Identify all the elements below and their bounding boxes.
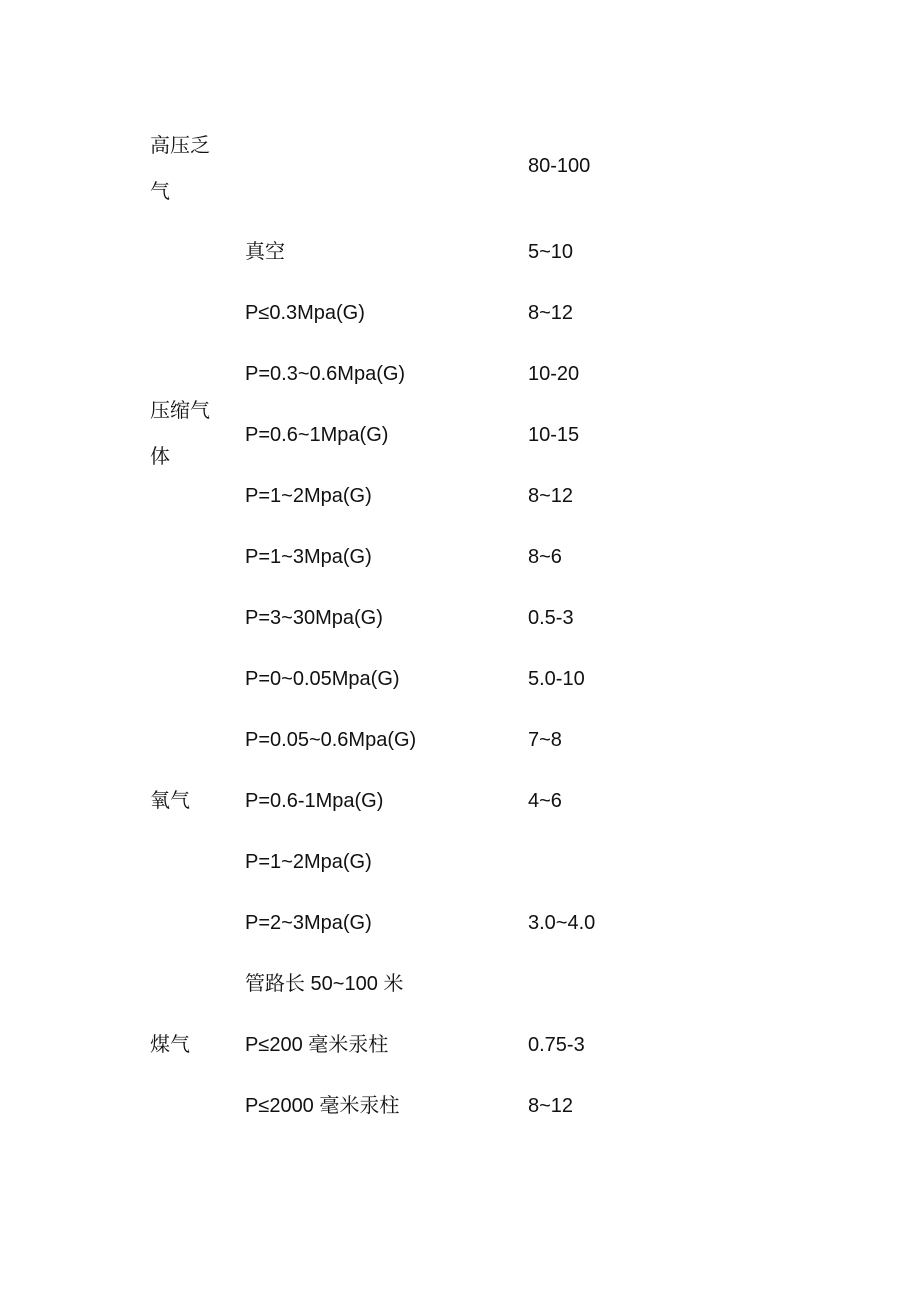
value-cell: 4~6 — [528, 790, 562, 812]
value-cell: 0.5-3 — [528, 607, 574, 629]
condition-cell: P≤200 毫米汞柱 — [245, 1034, 389, 1056]
value-cell: 8~6 — [528, 546, 562, 568]
condition-cell: P=1~2Mpa(G) — [245, 851, 372, 873]
condition-cell: P=0.3~0.6Mpa(G) — [245, 363, 406, 385]
category-gas: 煤气 — [150, 1034, 190, 1056]
condition-cell: P=0.6~1Mpa(G) — [245, 424, 389, 446]
condition-cell: P=2~3Mpa(G) — [245, 912, 372, 934]
value-cell: 80-100 — [528, 155, 591, 177]
condition-cell: P=1~3Mpa(G) — [245, 546, 372, 568]
value-cell: 3.0~4.0 — [528, 912, 596, 934]
value-cell: 5.0-10 — [528, 668, 585, 690]
value-cell: 5~10 — [528, 241, 574, 263]
condition-cell: P≤0.3Mpa(G) — [245, 302, 365, 324]
value-cell: 7~8 — [528, 729, 562, 751]
value-cell: 10-20 — [528, 363, 580, 385]
condition-cell: P≤2000 毫米汞柱 — [245, 1095, 400, 1117]
condition-cell: P=0~0.05Mpa(G) — [245, 668, 400, 690]
category-high-pressure-exhaust: 高压乏气 — [150, 135, 210, 203]
value-cell: 0.75-3 — [528, 1034, 585, 1056]
condition-cell: 管路长 50~100 米 — [245, 973, 404, 995]
condition-cell: P=0.6-1Mpa(G) — [245, 790, 384, 812]
condition-cell: 真空 — [245, 241, 285, 263]
condition-cell: P=3~30Mpa(G) — [245, 607, 383, 629]
category-compressed-gas: 压缩气体 — [150, 400, 210, 468]
category-oxygen: 氧气 — [150, 790, 190, 812]
value-cell: 10-15 — [528, 424, 580, 446]
value-cell: 8~12 — [528, 302, 574, 324]
value-cell: 8~12 — [528, 485, 574, 507]
value-cell: 8~12 — [528, 1095, 574, 1117]
condition-cell: P=0.05~0.6Mpa(G) — [245, 729, 417, 751]
condition-cell: P=1~2Mpa(G) — [245, 485, 372, 507]
